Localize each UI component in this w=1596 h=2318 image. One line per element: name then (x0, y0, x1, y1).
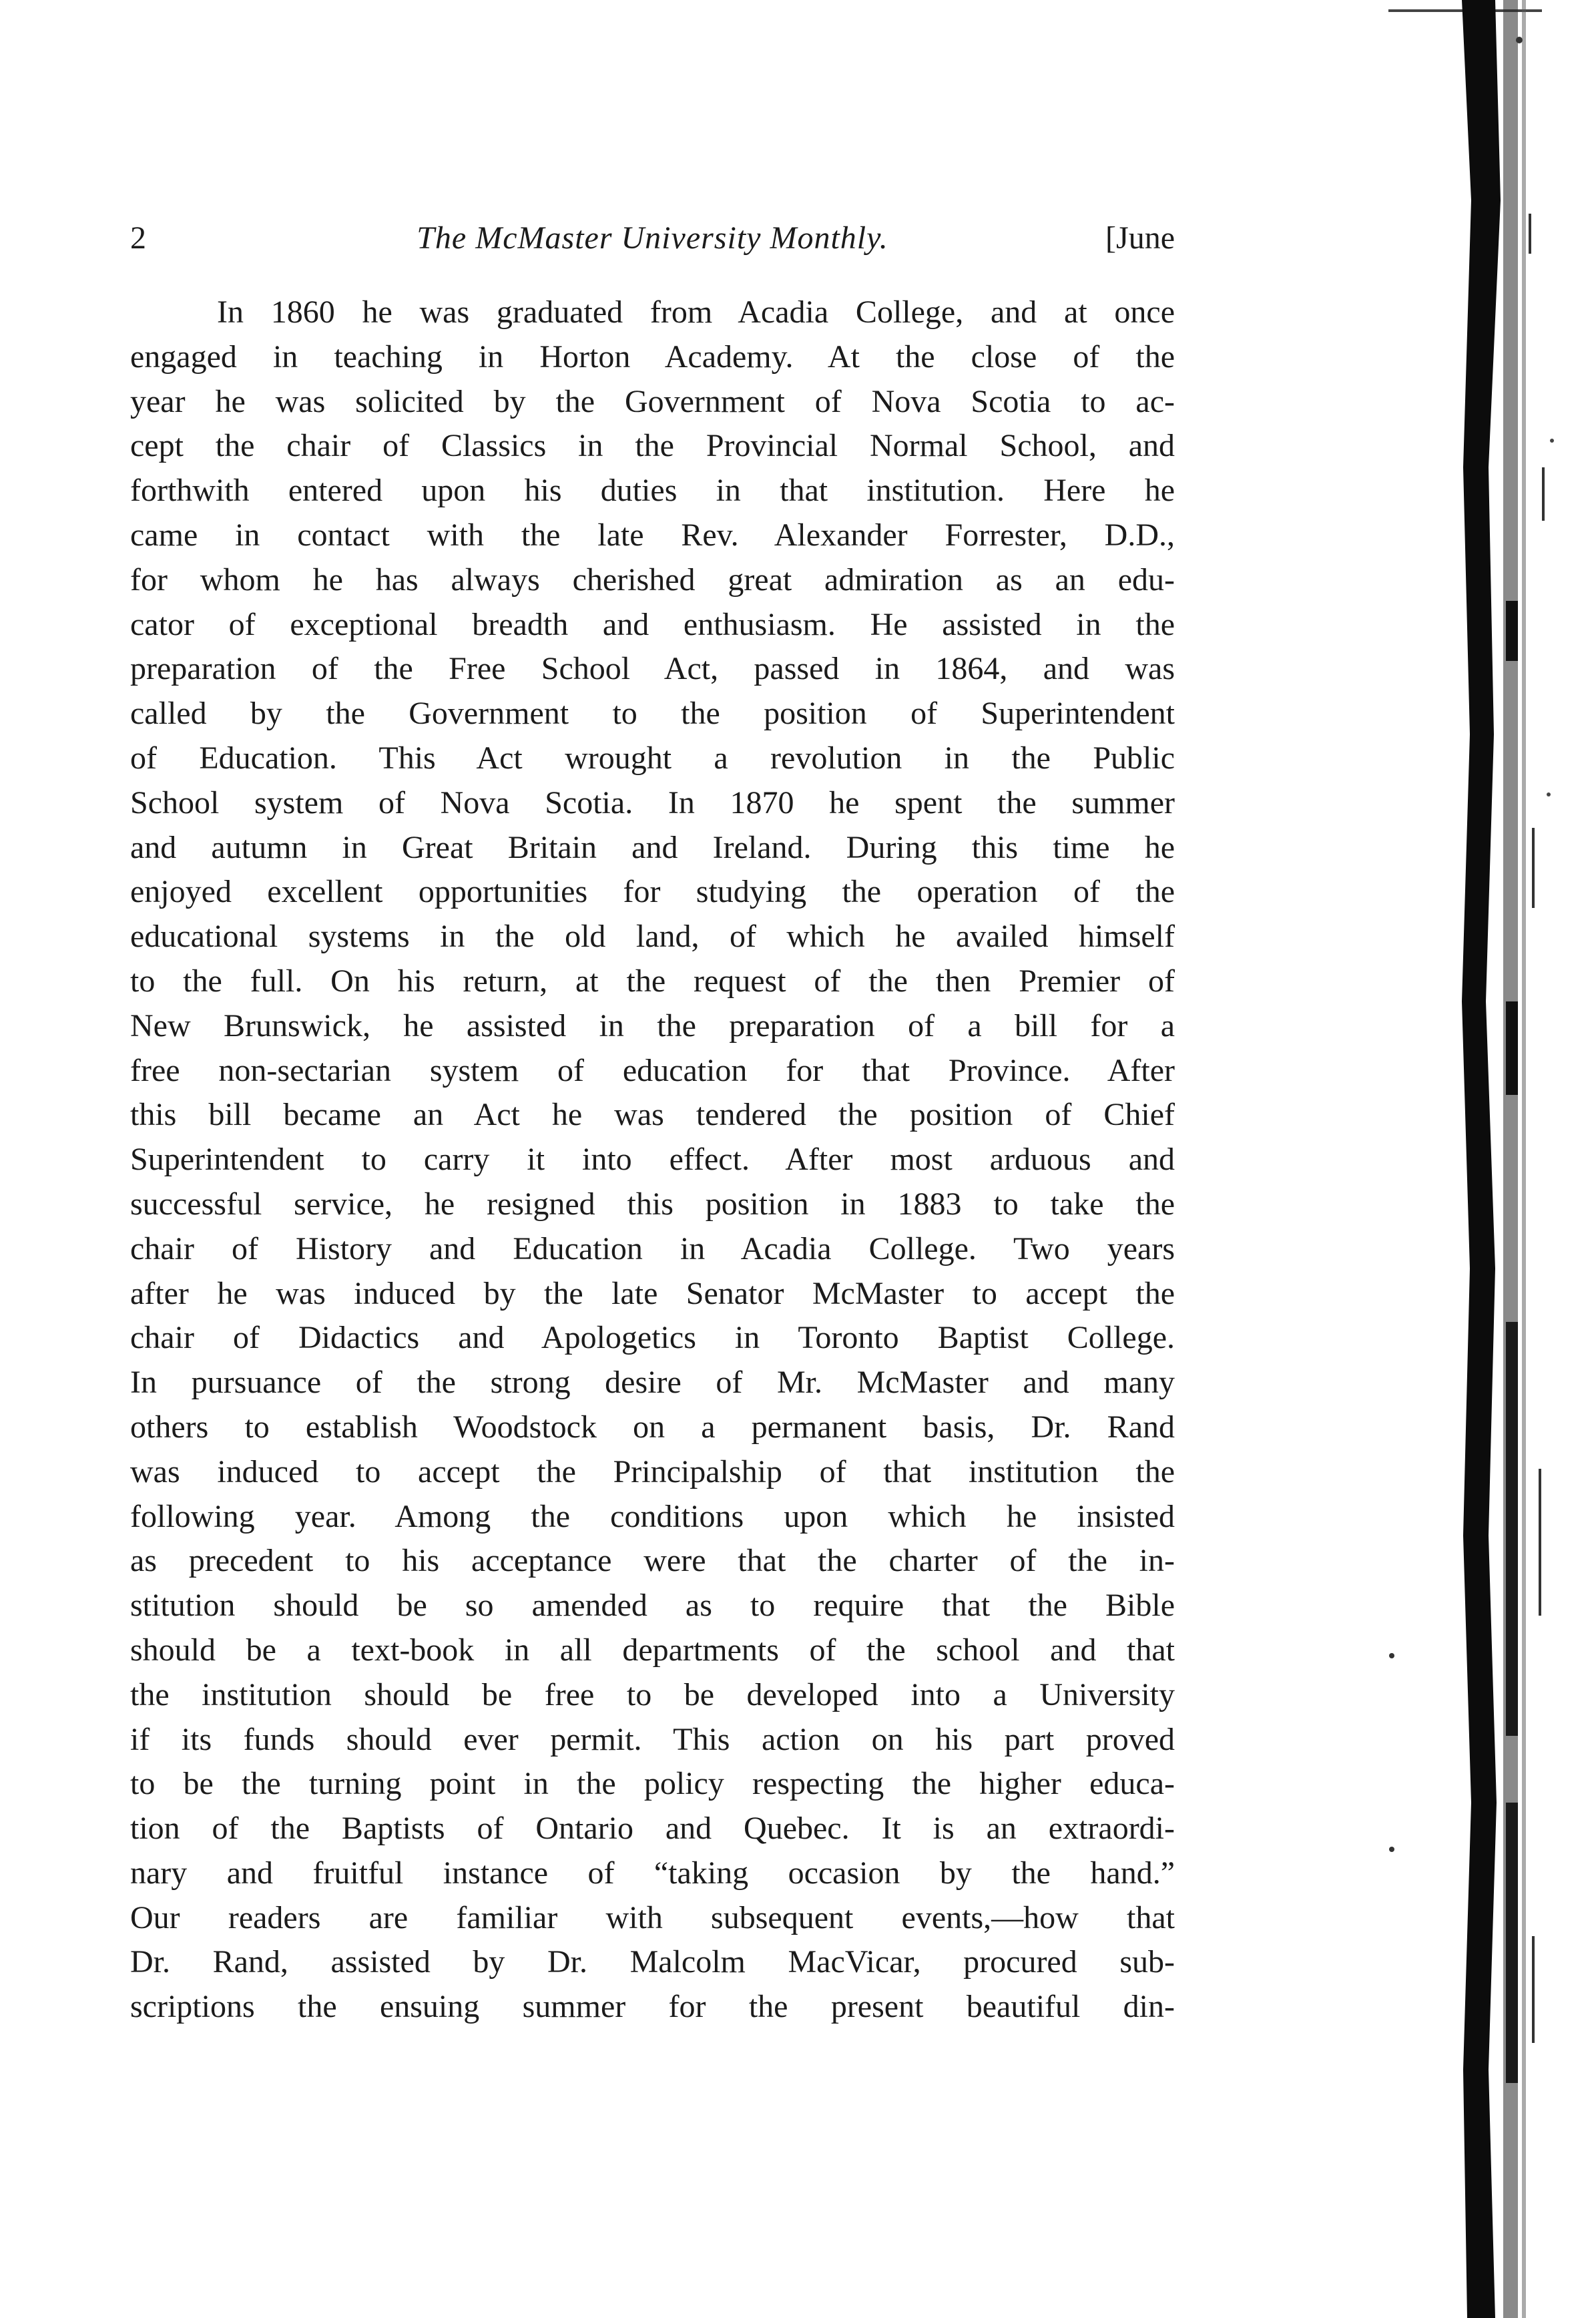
body-line: cept the chair of Classics in the Provincial Normal School, and (130, 428, 1175, 464)
body-line: In pursuance of the strong desire of Mr. McMaster and many (130, 1365, 1175, 1401)
body-line: School system of Nova Scotia. In 1870 he spent the summer (130, 784, 1175, 821)
body-line: engaged in teaching in Horton Academy. At the close of the (130, 338, 1175, 375)
body-line: of Education. This Act wrought a revolution in the Public (130, 740, 1175, 776)
body-line: for whom he has always cherished great admiration as an edu- (130, 561, 1175, 598)
running-header (130, 215, 1175, 262)
journal-title: The McMaster University Monthly. (417, 220, 888, 256)
body-line: as precedent to his acceptance were that the charter of the in- (130, 1543, 1175, 1579)
body-line: tion of the Baptists of Ontario and Quebec. It is an extraordi- (130, 1811, 1175, 1847)
body-line: and autumn in Great Britain and Ireland. During this time he (130, 829, 1175, 865)
body-line: to be the turning point in the policy respecting the higher educa- (130, 1766, 1175, 1802)
body-line: Superintendent to carry it into effect. After most arduous and (130, 1142, 1175, 1178)
body-line: after he was induced by the late Senator McMaster to accept the (130, 1275, 1175, 1311)
body-line: called by the Government to the position of Superintendent (130, 696, 1175, 732)
body-line: year he was solicited by the Government of Nova Scotia to ac- (130, 383, 1175, 419)
body-line: came in contact with the late Rev. Alexander Forrester, D.D., (130, 517, 1175, 553)
body-line: if its funds should ever permit. This action on his part proved (130, 1721, 1175, 1757)
body-line: Our readers are familiar with subsequent events,—how that (130, 1899, 1175, 1935)
body-line: preparation of the Free School Act, passed in 1864, and was (130, 651, 1175, 687)
body-line: was induced to accept the Principalship of that institution the (130, 1453, 1175, 1489)
body-line: chair of History and Education in Acadia College. Two years (130, 1230, 1175, 1266)
binding-edge-graphic (1388, 0, 1596, 2318)
body-line: nary and fruitful instance of “taking occasion by the hand.” (130, 1855, 1175, 1891)
body-line: scriptions the ensuing summer for the present beautiful din- (130, 1989, 1175, 2025)
body-line: free non-sectarian system of education for that Province. After (130, 1052, 1175, 1088)
body-line: New Brunswick, he assisted in the preparation of a bill for a (130, 1007, 1175, 1044)
body-line: educational systems in the old land, of which he availed himself (130, 919, 1175, 955)
body-line: chair of Didactics and Apologetics in Toronto Baptist College. (130, 1320, 1175, 1356)
issue-month: [June (1105, 220, 1175, 256)
body-line: cator of exceptional breadth and enthusiasm. He assisted in the (130, 606, 1175, 642)
body-line: enjoyed excellent opportunities for studying the operation of the (130, 874, 1175, 910)
body-line: should be a text-book in all departments of the school and that (130, 1632, 1175, 1668)
body-line: forthwith entered upon his duties in that institution. Here he (130, 473, 1175, 509)
body-line: successful service, he resigned this position in 1883 to take the (130, 1186, 1175, 1222)
body-line: others to establish Woodstock on a permanent basis, Dr. Rand (130, 1409, 1175, 1445)
body-line: following year. Among the conditions upon which he insisted (130, 1498, 1175, 1534)
body-line: stitution should be so amended as to require that the Bible (130, 1588, 1175, 1624)
binding-edge-image (1388, 0, 1596, 2318)
body-line: In 1860 he was graduated from Acadia College, and at once (217, 294, 1175, 330)
body-line: this bill became an Act he was tendered the position of Chief (130, 1097, 1175, 1133)
body-line: the institution should be free to be developed into a University (130, 1676, 1175, 1712)
page-number: 2 (130, 220, 146, 256)
body-line: Dr. Rand, assisted by Dr. Malcolm MacVicar, procured sub- (130, 1944, 1175, 1980)
body-text (130, 290, 1175, 2030)
body-line: to the full. On his return, at the request of the then Premier of (130, 963, 1175, 999)
